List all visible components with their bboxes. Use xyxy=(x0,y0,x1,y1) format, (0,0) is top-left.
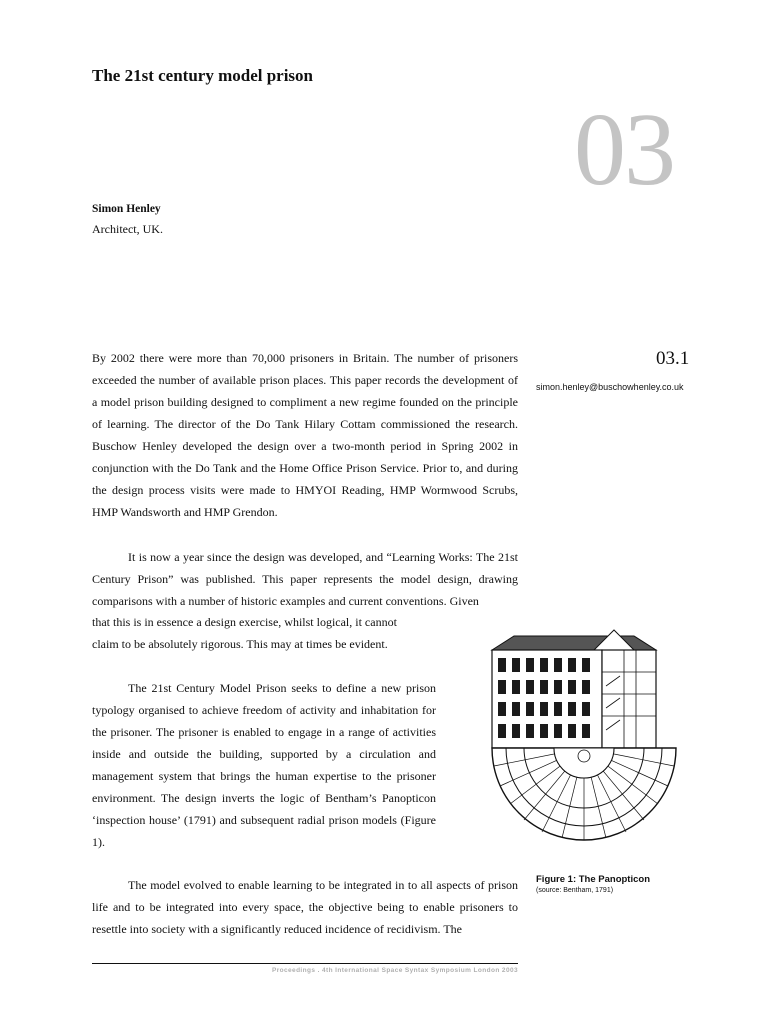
paragraph-2: It is now a year since the design was developed, and “Learning Works: The 21st Century Prison” was published. This paper represents the model design, drawing comparisons with a number of historic examples and current conventions. Given xyxy=(92,550,518,608)
paragraph-1: By 2002 there were more than 70,000 prisoners in Britain. The number of prisoners exceeded the number of available prison places. This paper records the development of a model prison building designed to compliment a new regime founded on the principle of learning. The director of the Do Tank Hilary Cottam commissioned the research. Buschow Henley developed the design over a two-month period in Spring 2002 in conjunction with the Do Tank and the Home Office Prison Service. Prior to, and during the design process visits were made to HMYOI Reading, HMP Wormwood Scrubs, HMP Wandsworth and HMP Grendon. xyxy=(92,351,518,519)
author-email: simon.henley@buschowhenley.co.uk xyxy=(536,382,684,392)
figure-caption: Figure 1: The Panopticon xyxy=(536,874,651,885)
figure-source: (source: Bentham, 1791) xyxy=(536,887,614,894)
paper-title: The 21st century model prison xyxy=(92,66,313,85)
footer-divider xyxy=(92,963,518,964)
paragraph-2-line: that this is in essence a design exercise, whilst logical, it cannot xyxy=(92,615,397,629)
footer-text: Proceedings . 4th International Space Syntax Symposium London 2003 xyxy=(271,967,518,974)
author-affiliation: Architect, UK. xyxy=(92,222,163,236)
section-number: 03.1 xyxy=(656,348,690,369)
author-name: Simon Henley xyxy=(92,203,161,215)
chapter-number: 03 xyxy=(574,92,674,207)
panopticon-figure xyxy=(484,628,684,844)
paragraph-3: The 21st Century Model Prison seeks to define a new prison typology organised to achieve freedom of activity and inhabitation for the prisoner. The prisoner is enabled to engage in a range of activities inside and outside the building, supported by a circulation and management system that brings the human expertise to the prisoner environment. The design inverts the logic of Bentham’s Panopticon ‘inspection house’ (1791) and subsequent radial prison models (Figure 1). xyxy=(92,681,436,849)
paragraph-2-end: claim to be absolutely rigorous. This may at times be evident. xyxy=(92,637,388,651)
paragraph-4: The model evolved to enable learning to be integrated in to all aspects of prison life and to be integrated into every space, the objective being to enable prisoners to resettle into society with a significantly reduced incidence of recidivism. The xyxy=(92,878,518,936)
